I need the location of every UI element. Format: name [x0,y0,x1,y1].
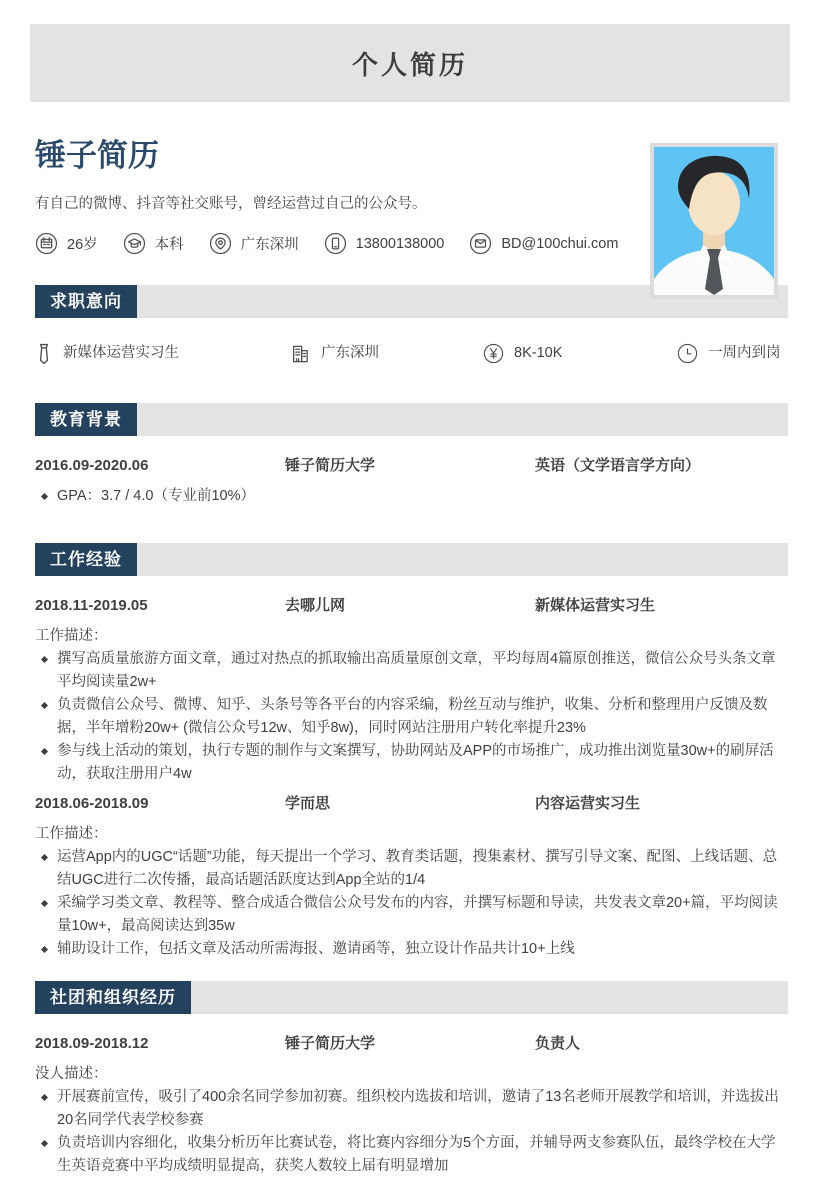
avatar [654,147,774,295]
work-entry-header [35,594,785,617]
contact-email-text: BD@100chui.com [501,235,619,252]
tie-icon [35,343,53,365]
salary-icon [483,343,504,364]
section-title-education: 教育背景 [35,403,137,436]
intent-salary-text: 8K-10K [514,345,563,361]
work-company: 学而思 [285,795,331,812]
organization-role: 负责人 [535,1035,581,1052]
work-bullet: 运营App内的UGC“话题”功能，每天提出一个学习、教育类话题，搜集素材、撰写引导文案、配图、上线话题、总结UGC进行二次传播，最高话题活跃度达到App全站的1/4 [35,846,785,892]
section-header-education [35,403,788,436]
section-header-work [35,543,788,576]
section-title-organization: 社团和组织经历 [35,981,191,1014]
intent-position-text: 新媒体运营实习生 [63,345,179,361]
organization-name: 锤子简历大学 [285,1035,376,1052]
contact-location-text: 广东深圳 [240,237,299,253]
work-bullet: 撰写高质量旅游方面文章，通过对热点的抓取输出高质量原创文章，平均每周4篇原创推送，微信公众号头条文章平均阅读量2w+ [35,648,785,694]
page-title: 个人简历 [351,49,468,80]
work-entry-header [35,792,785,815]
organization-period: 2018.09-2018.12 [35,1035,149,1052]
organization-entry-header [35,1032,785,1055]
intent-city [290,342,483,365]
contact-email [469,232,618,255]
intent-availability [677,342,785,365]
work-bullet: 参与线上活动的策划，执行专题的制作与文案撰写，协助网站及APP的市场推广，成功推出浏览量30w+的刷屏活动，获取注册用户4w [35,740,785,786]
work-company: 去哪儿网 [285,597,346,614]
work-bullet: 采编学习类文章、教程等、整合成适合微信公众号发布的内容，并撰写标题和导读，共发表文章20+篇，平均阅读量10w+，最高阅读达到35w [35,892,785,938]
contact-degree-text: 本科 [154,237,184,253]
organization-bullet: 开展赛前宣传，吸引了400余名同学参加初赛。组织校内选拔和培训，邀请了13名老师开展教学和培训，并选拔出20名同学代表学校参赛 [35,1086,785,1132]
work-bullet: 负责微信公众号、微博、知乎、头条号等各平台的内容采编，粉丝互动与维护，收集、分析和整理用户反馈及数据，半年增粉20w+ (微信公众号12w、知乎8w)，同时网站注册用户转化率提升23% [35,694,785,740]
section-title-intent: 求职意向 [35,285,137,318]
education-school: 锤子简历大学 [285,457,376,474]
section-title-work: 工作经验 [35,543,137,576]
education-period: 2016.09-2020.06 [35,457,149,474]
work-desc-label: 工作描述： [35,826,108,842]
page-header [30,24,790,102]
phone-icon [324,232,347,255]
education-entry-header [35,454,785,477]
intent-position [35,342,290,365]
profile-summary: 有自己的微博、抖音等社交账号，曾经运营过自己的公众号。 [35,196,427,212]
work-desc-label: 工作描述： [35,628,108,644]
section-header-organization [35,981,788,1014]
intent-city-text: 广东深圳 [321,345,379,361]
education-major: 英语（文学语言学方向） [535,457,701,474]
contact-age [35,232,98,255]
calendar-icon [35,232,58,255]
work-period: 2018.06-2018.09 [35,795,149,812]
organization-bullets [35,1086,785,1178]
work-bullet: 辅助设计工作，包括文章及活动所需海报、邀请函等，独立设计作品共计10+上线 [35,938,785,961]
clock-icon [677,343,698,364]
intent-row [35,342,785,365]
building-icon [290,343,311,364]
work-role: 新媒体运营实习生 [535,597,656,614]
contact-phone-text: 13800138000 [355,235,445,252]
contact-age-text: 26岁 [67,237,98,253]
work-period: 2018.11-2019.05 [35,597,148,614]
intent-availability-text: 一周内到岗 [708,345,781,361]
contact-phone [324,232,445,255]
work-bullets [35,846,785,961]
degree-icon [123,232,146,255]
contact-location [209,232,299,255]
organization-bullet: 负责培训内容细化，收集分析历年比赛试卷，将比赛内容细分为5个方面，并辅导两支参赛队伍，最终学校在大学生英语竞赛中平均成绩明显提高，获奖人数较上届有明显增加 [35,1132,785,1178]
work-bullets [35,648,785,786]
location-icon [209,232,232,255]
work-role: 内容运营实习生 [535,795,641,812]
email-icon [469,232,492,255]
education-bullet: GPA：3.7 / 4.0（专业前10%） [35,485,785,508]
intent-salary [483,342,677,365]
candidate-name: 锤子简历 [35,138,159,173]
contact-degree [123,232,184,255]
education-bullets [35,485,785,508]
profile-photo [650,143,778,299]
organization-desc-label: 没人描述： [35,1066,108,1082]
